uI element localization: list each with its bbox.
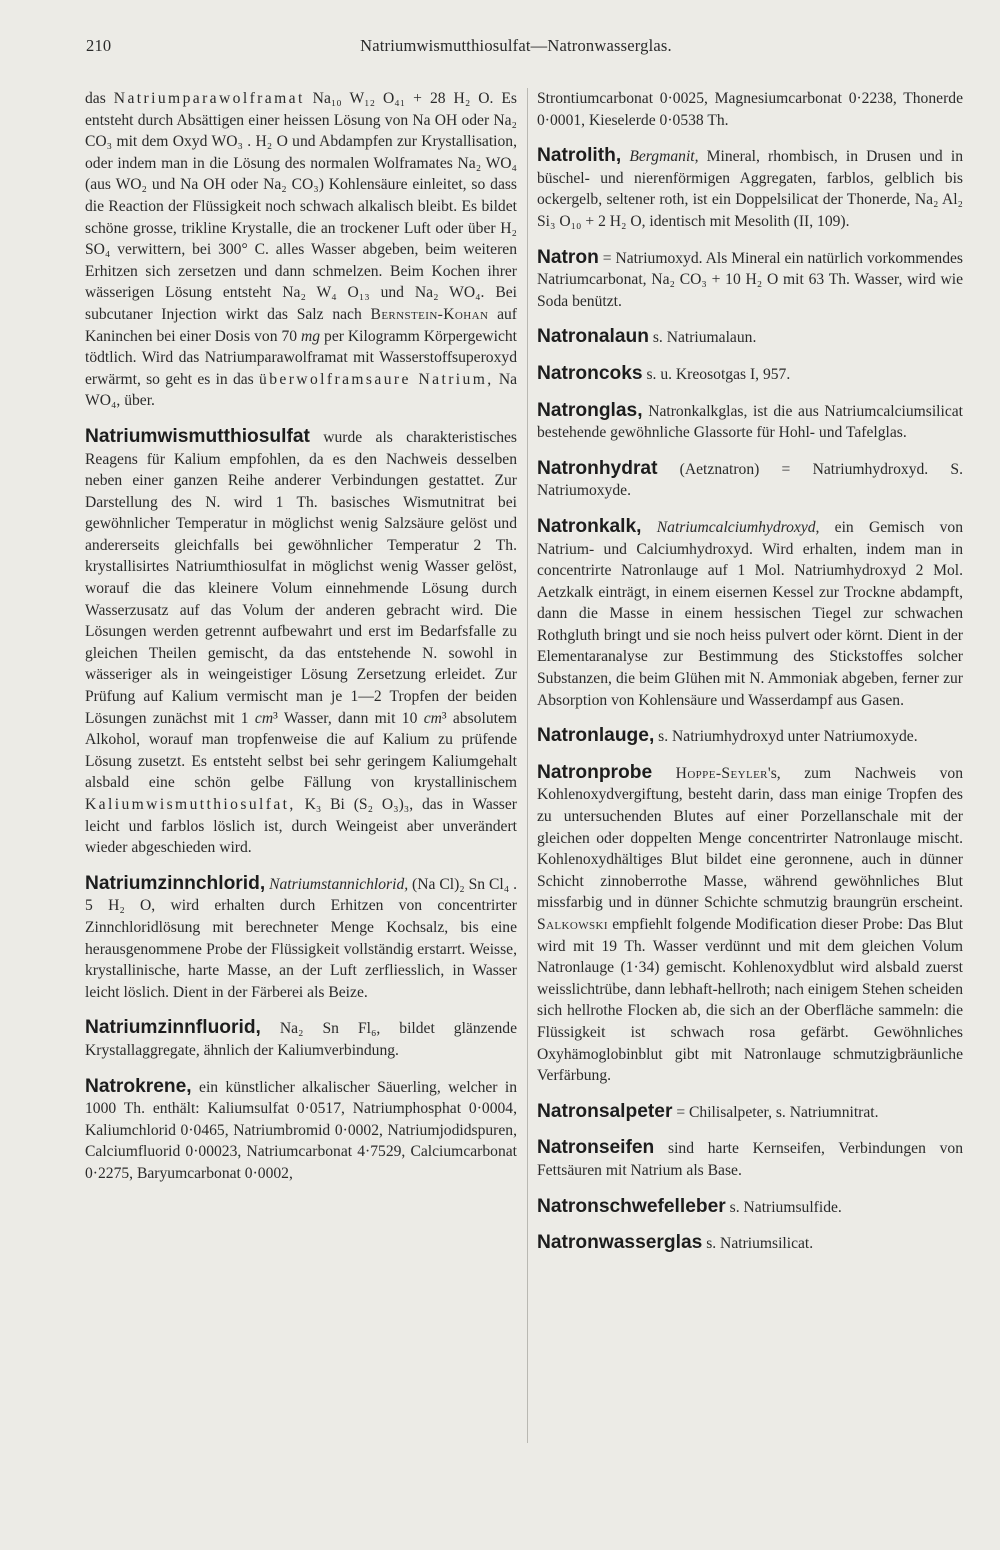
entry-headword: Natronschwefelleber: [537, 1195, 726, 1217]
entry-headword: Natronwasserglas: [537, 1232, 703, 1254]
running-title: Natriumwismutthiosulfat—Natronwasserglas.: [360, 36, 672, 55]
entry-text: s. u. Kreosotgas I, 957.: [642, 365, 791, 383]
entry-text: Na WO₄, über.: [85, 370, 517, 410]
dictionary-entry: [537, 247, 963, 313]
dictionary-entry: [537, 363, 963, 386]
entry-text: s. Natriumsulfide.: [725, 1198, 842, 1216]
dictionary-entry: [85, 873, 517, 1004]
entry-headword: Natronglas,: [537, 399, 643, 421]
entry-headword: Natronalaun: [537, 326, 649, 348]
entry-headword: Natroncoks: [537, 362, 643, 384]
entry-text: Bergmanit,: [629, 148, 699, 166]
entry-headword: Natronlauge,: [537, 725, 655, 747]
entry-text: Strontiumcarbonat 0·0025, Magnesiumcarbonat 0·2238, Thonerde 0·0001, Kieselerde 0·0538 Th.: [537, 90, 963, 129]
entry-text: auf Kaninchen bei einer Dosis von 70: [85, 305, 517, 345]
entry-text: sind harte Kernseifen, Verbindungen von Fettsäuren mit Natrium als Base.: [537, 1140, 963, 1179]
column-divider: [527, 88, 528, 1443]
dictionary-entry: [85, 88, 517, 412]
entry-text: = Chilisalpeter, s. Natriumnitrat.: [672, 1103, 879, 1121]
entry-text: Natronkalkglas, ist die aus Natriumcalciumsilicat bestehende gewöhnliche Glassorte für Hohl- und Tafelglas.: [537, 402, 963, 442]
entry-headword: Natronkalk,: [537, 515, 642, 537]
entry-text: Mineral, rhombisch, in Drusen und in büschel- und nierenförmigen Aggregaten, farblos, gelblich bis ockergelb, seltener roth, ist ein Doppelsilicat der Thonerde, Na₂ Al₂ Si₃ O₁₀ + 2 H₂ O, identisch mit Mesolith (II, 109).: [537, 148, 963, 230]
entry-text: s. Natriumhydroxyd unter Natriumoxyde.: [654, 728, 918, 746]
entry-text: K₃ Bi (S₂ O₃)₃, das in Wasser leicht und farblos löslich ist, durch Weingeist aber unverändert wieder abgeschieden wird.: [85, 796, 517, 857]
entry-text: (Aetznatron) = Natriumhydroxyd. S. Natriumoxyde.: [537, 460, 963, 500]
entry-text: Natriumstannichlorid,: [269, 875, 409, 893]
entry-text: Na₁₀ W₁₂ O₄₁ + 28 H₂ O. Es entsteht durch Absättigen einer heissen Lösung von Na OH oder Na₂ CO₃ mit dem Oxyd WO₃ . H₂ O und Abdampfen zur Krystallisation, oder indem man in die Lösung des normalen Wolframates Na₂ WO₄ (aus WO₂ und Na OH oder Na₂ CO₃) Kohlensäure einleitet, so dass die Reaction der Flüssigkeit noch schwach alkalisch bleibt. Es bildet schöne grosse, trikline Krystalle, die an trockener Luft oder über H₂ SO₄ verwittern, bei 300° C. alles Wasser abgeben, beim weiteren Erhitzen sich zersetzen und dann schmelzen. Beim Kochen ihrer wässerigen Lösung entsteht Na₂ W₄ O₁₃ und Na₂ WO₄. Bei subcutaner Injection wirkt das Salz nach: [85, 90, 518, 323]
dictionary-entry: [537, 516, 963, 711]
entry-text: Salkowski: [537, 916, 608, 933]
dictionary-entry: [537, 1101, 963, 1124]
dictionary-entry: [537, 88, 963, 131]
entry-text: das: [85, 90, 114, 107]
entry-text: ein künstlicher alkalischer Säuerling, welcher in 1000 Th. enthält: Kaliumsulfat 0·0517, Natriumphosphat 0·0004, Kaliumchlorid 0·0465, Natriumbromid 0·0002, Natriumjodidspuren, Calciumfluorid 0·00023, Natriumcarbonat 4·7529, Calciumcarbonat 0·2275, Baryumcarbonat 0·0002,: [85, 1078, 517, 1182]
entry-headword: Natriumwismutthiosulfat: [85, 425, 310, 447]
entry-headword: Natron: [537, 246, 599, 268]
page-number: 210: [86, 36, 112, 55]
dictionary-entry: [537, 1137, 963, 1181]
entry-text: cm: [254, 709, 274, 727]
entry-text: Bernstein-Kohan: [370, 305, 489, 323]
entry-text: überwolframsaure Natrium,: [259, 370, 494, 388]
dictionary-entry: [537, 762, 963, 1087]
entry-text: cm: [423, 709, 442, 727]
entry-text: s. Natriumsilicat.: [702, 1235, 814, 1253]
running-header: [86, 36, 946, 60]
entry-text: Natriumparawolframat: [113, 90, 305, 107]
entry-text: [642, 519, 657, 536]
entry-text: ³ Wasser, dann mit 10: [273, 709, 424, 727]
entry-headword: Natronhydrat: [537, 457, 658, 479]
dictionary-entry: [85, 426, 517, 859]
entry-text: = Natriumoxyd. Als Mineral ein natürlich vorkommendes Natriumcarbonat, Na₂ CO₃ + 10 H₂ O mit 63 Th. Wasser, wird wie Soda benützt.: [537, 249, 963, 310]
entry-text: mg: [301, 327, 321, 345]
dictionary-entry: [537, 145, 963, 232]
entry-headword: Natriumzinnchlorid,: [85, 872, 266, 894]
entry-text: 's, zum Nachweis von Kohlenoxydvergiftung, besteht darin, dass man einige Tropfen des zu untersuchenden Blutes auf einer Porzellanschale mit der gleichen oder doppelten Menge concentrirter Natronlauge mischt. Kohlenoxydhältiges Blut bildet eine geronnene, auch in dünner Schicht zinnoberrothe Masse, während gewöhnliches Blut missfarbig und in dünner Schichte schmutzig braungrün erscheint.: [537, 764, 963, 912]
entry-text: ein Gemisch von Natrium- und Calciumhydroxyd. Wird erhalten, indem man in concentrirte Natronlauge auf 1 Mol. Natriumhydroxyd 2 Mol. Aetzkalk einträgt, in einem eisernen Kessel zur Trockne abdampft, dann die Masse in einem hessischen Tiegel zur schwachen Rothgluth bringt und sie noch heiss pulvert oder körnt. Dient in der Elementaranalyse zur Bestimmung des Stickstoffes solcher Substanzen, die beim Glühen mit N. Ammoniak abgeben, ferner zur Absorption von Kohlensäure und Wasserdampf aus Gasen.: [537, 518, 963, 709]
entry-headword: Natronprobe: [537, 761, 653, 783]
left-column: [85, 88, 517, 1185]
dictionary-entry: [537, 1232, 963, 1255]
entry-text: Hoppe-Seyler: [675, 764, 768, 782]
entry-text: Kaliumwismutthiosulfat,: [85, 796, 296, 813]
entry-headword: Natrolith,: [537, 145, 622, 167]
dictionary-entry: [85, 1017, 517, 1061]
entry-text: (Na Cl)₂ Sn Cl₄ . 5 H₂ O, wird erhalten durch Erhitzen von concentrirter Zinnchloridlösung mit berechneter Menge Kochsalz, bis eine herausgenommene Probe der Flüssigkeit vollständig erstarrt. Weisse, krystallinische, harte Masse, an der Luft zerfliesslich, in Wasser leicht löslich. Dient in der Färberei als Beize.: [85, 875, 517, 1001]
dictionary-entry: [537, 1196, 963, 1219]
dictionary-entry: [85, 1076, 517, 1185]
entry-headword: Natriumzinnfluorid,: [85, 1017, 261, 1039]
entry-text: ³ absolutem Alkohol, worauf man tropfenweise die auf Kalium zu prüfende Lösung zusetzt. Es entsteht selbst bei sehr geringem Kaliumgehalt alsbald eine schön gelbe Fällung von krystallinischem: [85, 709, 517, 792]
dictionary-entry: [537, 725, 963, 748]
entry-text: wurde als charakteristisches Reagens für Kalium empfohlen, da es den Nachweis desselben neben einer ganzen Reihe anderer Verbindungen gestattet. Zur Darstellung des N. wird 1 Th. basisches Wismutnitrat bei gewöhnlicher Temperatur in möglichst wenig Salzsäure gelöst und andererseits gleichfalls bei gewöhnlicher Temperatur 2 Th. krystallisirtes Natriumthiosulfat in möglichst wenig Wasser gelöst, worauf die das kleinere Volum einnehmende Lösung durch Wasserzusatz auf das Volum der anderen gebracht wird. Die Lösungen werden getrennt aufbewahrt und erst im Bedarfsfalle zu gleichen Theilen gemischt, da das entstehende N. sowohl in wässeriger als in weingeistiger Lösung Zersetzung erleidet. Zur Prüfung auf Kalium vermischt man je 1—2 Tropfen der beiden Lösungen zunächst mit 1: [85, 428, 517, 727]
entry-text: Na₂ Sn Fl₆, bildet glänzende Krystallaggregate, ähnlich der Kaliumverbindung.: [85, 1020, 517, 1059]
entry-headword: Natronseifen: [537, 1137, 655, 1159]
entry-text: empfiehlt folgende Modification dieser Probe: Das Blut wird mit 19 Th. Wasser verdünnt und mit dem gleichen Volum Natronlauge (1·34) gemischt. Kohlenoxydblut wird alsbald zuerst weisslichtrübe, dann lebhaft-hellroth; nach einigem Stehen scheiden sich hellrothe Flocken ab, die sich an der Oberfläche sammeln: die Flüssigkeit ist schwach rosa gefärbt. Gewöhnliches Oxyhämoglobinblut gibt mit Natronlauge schmutzigbräunliche Verfärbung.: [537, 916, 963, 1085]
dictionary-entry: [537, 400, 963, 444]
entry-headword: Natronsalpeter: [537, 1100, 673, 1122]
dictionary-entry: [537, 326, 963, 349]
dictionary-entry: [537, 458, 963, 502]
right-column: [537, 88, 963, 1255]
entry-text: s. Natriumalaun.: [648, 329, 757, 347]
entry-text: Natriumcalciumhydroxyd,: [656, 518, 820, 536]
entry-text: per Kilogramm Körpergewicht tödtlich. Wird das Natriumparawolframat mit Wasserstoffsuperoxyd erwärmt, so geht es in das: [85, 327, 517, 388]
entry-headword: Natrokrene,: [85, 1075, 192, 1097]
entry-text: [652, 765, 676, 782]
